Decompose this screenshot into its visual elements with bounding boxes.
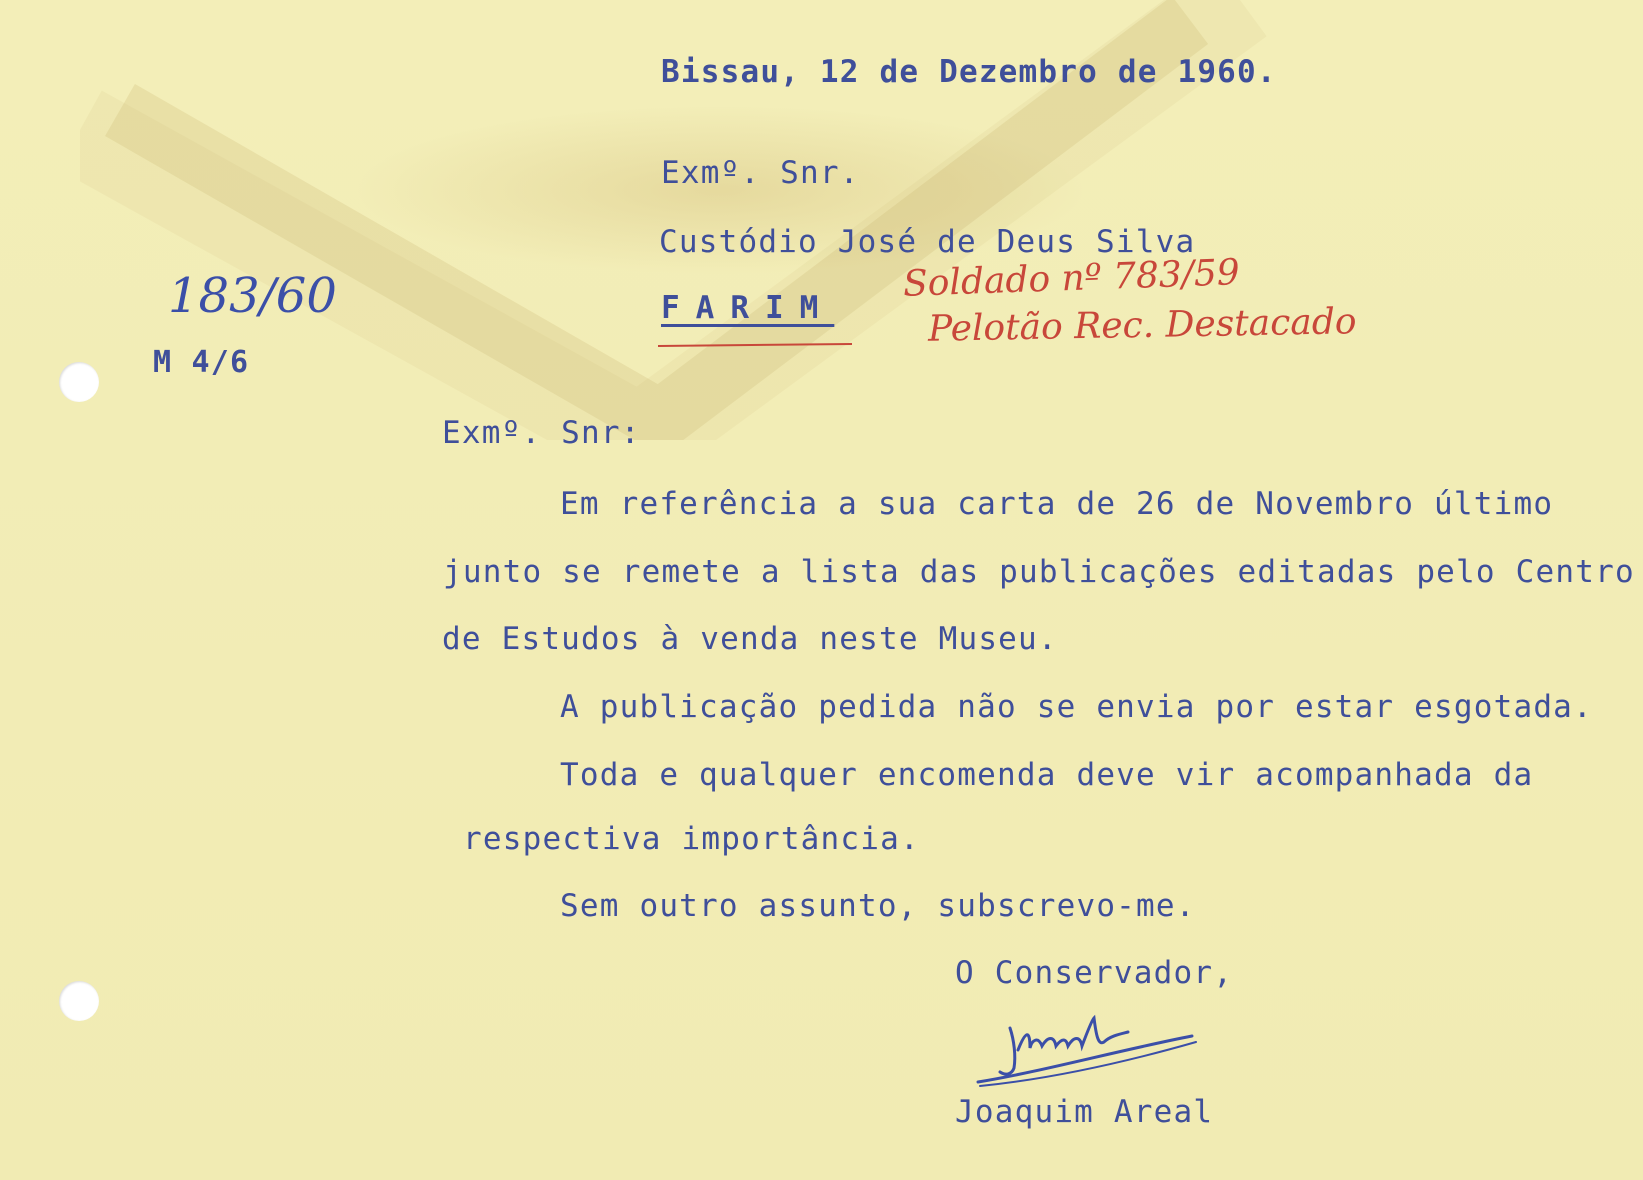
handwritten-signature [970, 1000, 1230, 1100]
body-line-2: junto se remete a lista das publicações editadas pelo Centro [443, 554, 1635, 590]
date-line: Bissau, 12 de Dezembro de 1960. [661, 54, 1277, 90]
body-line-7: Sem outro assunto, subscrevo-me. [560, 888, 1196, 924]
greeting: Exmº. Snr: [442, 415, 641, 451]
handwritten-reference: 183/60 [168, 268, 337, 324]
recipient-name: Custódio José de Deus Silva [659, 224, 1196, 260]
body-line-6: respectiva importância. [463, 821, 920, 857]
red-underline [658, 343, 852, 347]
recipient-place: FARIM [661, 290, 835, 326]
recipient-salutation: Exmº. Snr. [661, 155, 860, 191]
body-line-4: A publicação pedida não se envia por estar esgotada. [560, 689, 1593, 725]
red-handwritten-note-line2: Pelotão Rec. Destacado [927, 301, 1357, 350]
signer-name: Joaquim Areal [955, 1094, 1214, 1130]
closing-title: O Conservador, [955, 955, 1234, 991]
punch-hole-top [59, 362, 99, 402]
file-mark: M 4/6 [153, 345, 250, 380]
punch-hole-bottom [59, 981, 99, 1021]
body-line-3: de Estudos à venda neste Museu. [442, 621, 1058, 657]
body-line-5: Toda e qualquer encomenda deve vir acompanhada da [560, 757, 1534, 793]
body-line-1: Em referência a sua carta de 26 de Novembro último [560, 486, 1554, 522]
red-handwritten-note-line1: Soldado nº 783/59 [902, 252, 1241, 305]
